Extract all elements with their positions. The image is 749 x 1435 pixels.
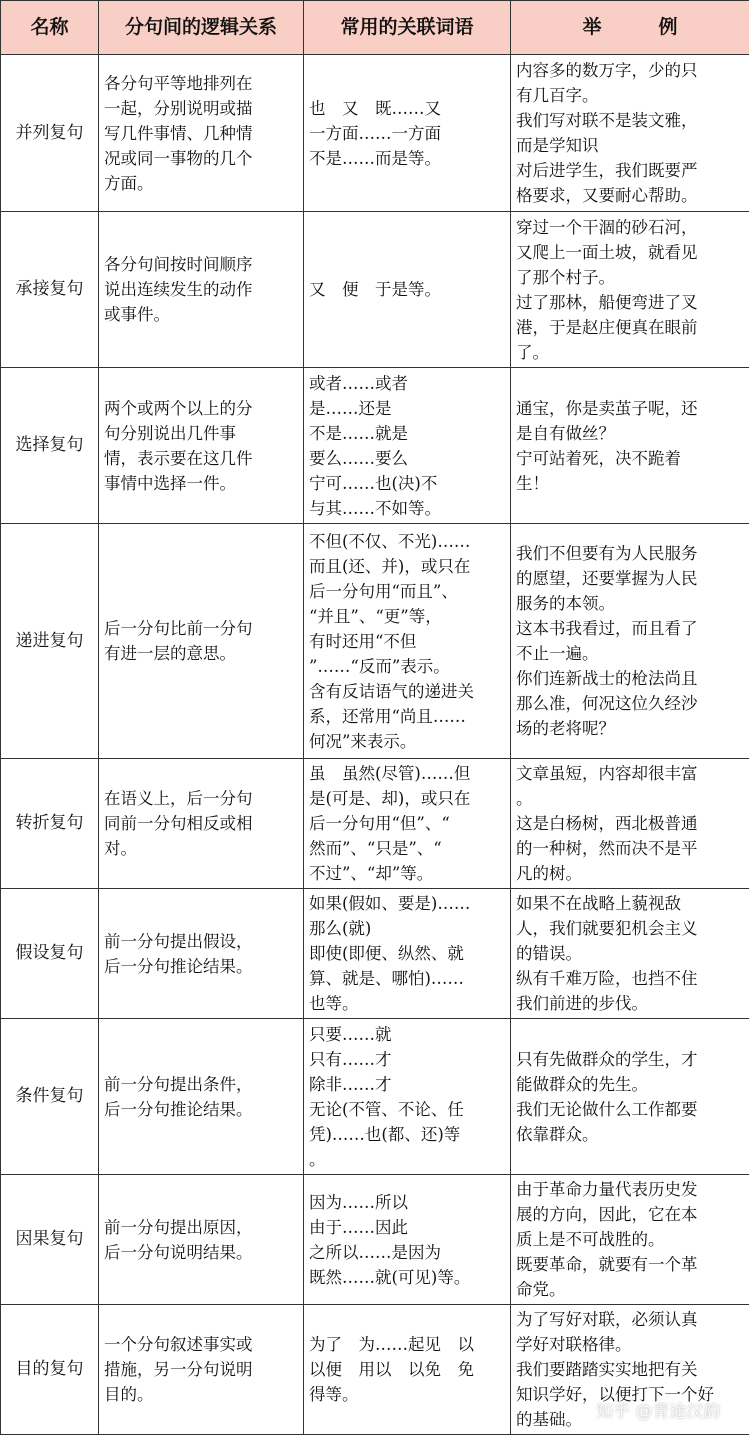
words-line: 后一分句用“而且”、 — [309, 579, 505, 604]
example-cell — [511, 759, 749, 889]
relation-line: 方面。 — [104, 171, 298, 196]
words-line: 那么(就) — [309, 916, 505, 941]
example-cell — [511, 1175, 749, 1305]
example-line: 学好对联格律。 — [516, 1332, 744, 1357]
words-line: 要么……要么 — [309, 446, 505, 471]
relation-line: 或事件。 — [104, 302, 298, 327]
words-line: 有时还用“不但 — [309, 629, 505, 654]
example-line: 的错误。 — [516, 941, 744, 966]
example-cell — [511, 212, 749, 368]
relation-line: 后一分句说明结果。 — [104, 1240, 298, 1265]
example-line: 服务的本领。 — [516, 591, 744, 616]
table-row — [1, 1019, 749, 1175]
row-name-cell: 因果复句 — [1, 1175, 99, 1305]
words-line: 又 便 于是等。 — [309, 277, 505, 302]
table-row — [1, 759, 749, 889]
words-line: ”……“反而”表示。 — [309, 654, 505, 679]
example-line: 是自有做丝？ — [516, 421, 744, 446]
relation-line: 说出连续发生的动作 — [104, 277, 298, 302]
example-cell — [511, 1019, 749, 1175]
row-name-cell: 假设复句 — [1, 889, 99, 1019]
words-line: 是(可是、却)，或只在 — [309, 786, 505, 811]
example-line: 的愿望，还要掌握为人民 — [516, 566, 744, 591]
example-line: 你们连新战士的枪法尚且 — [516, 666, 744, 691]
words-line: 是……还是 — [309, 396, 505, 421]
words-line: 凭)……也(都、还)等 — [309, 1122, 505, 1147]
relation-line: 有进一层的意思。 — [104, 641, 298, 666]
words-line: 无论(不管、不论、任 — [309, 1097, 505, 1122]
words-line: 然而”、“只是”、“ — [309, 836, 505, 861]
table-row — [1, 55, 749, 212]
relation-cell — [99, 1305, 304, 1435]
example-line: 这本书我看过，而且看了 — [516, 616, 744, 641]
words-cell — [304, 368, 511, 524]
example-line: 由于革命力量代表历史发 — [516, 1177, 744, 1202]
example-line: 命党。 — [516, 1277, 744, 1302]
relation-line: 后一分句推论结果。 — [104, 954, 298, 979]
example-line: 不止一遍。 — [516, 641, 744, 666]
relation-line: 事情中选择一件。 — [104, 471, 298, 496]
words-line: 。 — [309, 1147, 505, 1172]
example-line: 了那个村子。 — [516, 265, 744, 290]
example-line: 场的老将呢？ — [516, 716, 744, 741]
relation-cell — [99, 524, 304, 759]
relation-line: 后一分句推论结果。 — [104, 1097, 298, 1122]
words-line: 除非……才 — [309, 1072, 505, 1097]
words-line: 为了 为……起见 以 — [309, 1332, 505, 1357]
words-cell — [304, 212, 511, 368]
relation-cell — [99, 759, 304, 889]
table-row — [1, 889, 749, 1019]
example-line: 的基础。 — [516, 1407, 744, 1432]
example-line: 我们写对联不是装文雅， — [516, 108, 744, 133]
example-line: 依靠群众。 — [516, 1122, 744, 1147]
words-line: 系，还常用“尚且…… — [309, 704, 505, 729]
example-line: 凡的树。 — [516, 861, 744, 886]
relation-cell — [99, 1019, 304, 1175]
relation-line: 句分别说出几件事 — [104, 421, 298, 446]
header-example: 举 例 — [511, 1, 749, 55]
example-line: 我们要踏踏实实地把有关 — [516, 1357, 744, 1382]
words-line: 算、就是、哪怕)…… — [309, 966, 505, 991]
example-line: 对后进学生，我们既要严 — [516, 158, 744, 183]
relation-line: 目的。 — [104, 1382, 298, 1407]
example-cell — [511, 524, 749, 759]
words-line: 以便 用以 以免 免 — [309, 1357, 505, 1382]
example-cell — [511, 368, 749, 524]
header-words: 常用的关联词语 — [304, 1, 511, 55]
row-name-cell: 并列复句 — [1, 55, 99, 212]
words-line: “并且”、“更”等， — [309, 604, 505, 629]
example-line: 。 — [516, 786, 744, 811]
example-line: 如果不在战略上藐视敌 — [516, 891, 744, 916]
words-line: 一方面……一方面 — [309, 121, 505, 146]
example-cell — [511, 889, 749, 1019]
row-name-cell: 递进复句 — [1, 524, 99, 759]
words-line: 何况”来表示。 — [309, 729, 505, 754]
example-line: 为了写好对联，必须认真 — [516, 1307, 744, 1332]
relation-cell — [99, 368, 304, 524]
example-line: 文章虽短，内容却很丰富 — [516, 761, 744, 786]
relation-line: 一个分句叙述事实或 — [104, 1332, 298, 1357]
example-line: 生！ — [516, 471, 744, 496]
table-body — [1, 55, 749, 1435]
relation-line: 写几件事情、几种情 — [104, 121, 298, 146]
words-line: 与其……不如等。 — [309, 496, 505, 521]
words-line: 不是……就是 — [309, 421, 505, 446]
example-line: 港，于是赵庄便真在眼前 — [516, 315, 744, 340]
relation-line: 两个或两个以上的分 — [104, 396, 298, 421]
relation-line: 各分句间按时间顺序 — [104, 252, 298, 277]
example-line: 展的方向，因此，它在本 — [516, 1202, 744, 1227]
words-line: 含有反诘语气的递进关 — [309, 679, 505, 704]
words-cell — [304, 1175, 511, 1305]
example-line: 了。 — [516, 340, 744, 365]
example-cell — [511, 55, 749, 212]
words-line: 也等。 — [309, 991, 505, 1016]
words-line: 虽 虽然(尽管)……但 — [309, 761, 505, 786]
words-line: 不是……而是等。 — [309, 146, 505, 171]
example-line: 过了那林，船便弯进了叉 — [516, 290, 744, 315]
words-cell — [304, 524, 511, 759]
relation-line: 前一分句提出原因， — [104, 1215, 298, 1240]
header-name: 名称 — [1, 1, 99, 55]
table-row — [1, 524, 749, 759]
example-line: 通宝，你是卖茧子呢，还 — [516, 396, 744, 421]
example-line: 既要革命，就要有一个革 — [516, 1252, 744, 1277]
example-line: 有几百字。 — [516, 83, 744, 108]
words-line: 不但(不仅、不光)…… — [309, 529, 505, 554]
words-line: 因为……所以 — [309, 1190, 505, 1215]
words-line: 也 又 既……又 — [309, 96, 505, 121]
relation-line: 同前一分句相反或相 — [104, 811, 298, 836]
words-cell — [304, 889, 511, 1019]
relation-line: 况或同一事物的几个 — [104, 146, 298, 171]
words-line: 只有……才 — [309, 1047, 505, 1072]
example-line: 能做群众的先生。 — [516, 1072, 744, 1097]
example-line: 的一种树，然而决不是平 — [516, 836, 744, 861]
relation-line: 在语义上，后一分句 — [104, 786, 298, 811]
row-name-cell: 转折复句 — [1, 759, 99, 889]
words-line: 如果(假如、要是)…… — [309, 891, 505, 916]
relation-line: 情，表示要在这几件 — [104, 446, 298, 471]
words-line: 即使(即便、纵然、就 — [309, 941, 505, 966]
example-line: 又爬上一面土坡，就看见 — [516, 240, 744, 265]
relation-cell — [99, 1175, 304, 1305]
example-line: 穿过一个干涸的砂石河， — [516, 215, 744, 240]
table-row — [1, 1175, 749, 1305]
table-row — [1, 368, 749, 524]
example-line: 格要求，又要耐心帮助。 — [516, 183, 744, 208]
example-line: 这是白杨树，西北极普通 — [516, 811, 744, 836]
relation-line: 各分句平等地排列在 — [104, 71, 298, 96]
example-line: 纵有千难万险，也挡不住 — [516, 966, 744, 991]
words-line: 由于……因此 — [309, 1215, 505, 1240]
words-line: 宁可……也(决)不 — [309, 471, 505, 496]
relation-cell — [99, 889, 304, 1019]
relation-line: 前一分句提出条件， — [104, 1072, 298, 1097]
example-line: 那么准，何况这位久经沙 — [516, 691, 744, 716]
example-line: 人，我们就要犯机会主义 — [516, 916, 744, 941]
words-line: 只要……就 — [309, 1022, 505, 1047]
example-line: 宁可站着死，决不跪着 — [516, 446, 744, 471]
relation-line: 措施，另一分句说明 — [104, 1357, 298, 1382]
row-name-cell: 承接复句 — [1, 212, 99, 368]
header-relation: 分句间的逻辑关系 — [99, 1, 304, 55]
words-cell — [304, 759, 511, 889]
words-line: 既然……就(可见)等。 — [309, 1265, 505, 1290]
words-cell — [304, 55, 511, 212]
watermark: 知乎 @青途汉韵 — [596, 1397, 720, 1422]
row-name-cell: 条件复句 — [1, 1019, 99, 1175]
row-name-cell: 目的复句 — [1, 1305, 99, 1435]
example-line: 而是学知识 — [516, 133, 744, 158]
words-line: 不过”、“却”等。 — [309, 861, 505, 886]
words-line: 之所以……是因为 — [309, 1240, 505, 1265]
table-header-row — [1, 1, 749, 55]
words-line: 或者……或者 — [309, 371, 505, 396]
example-line: 内容多的数万字，少的只 — [516, 58, 744, 83]
example-line: 质上是不可战胜的。 — [516, 1227, 744, 1252]
words-line: 得等。 — [309, 1382, 505, 1407]
example-line: 我们无论做什么工作都要 — [516, 1097, 744, 1122]
words-line: 而且(还、并)，或只在 — [309, 554, 505, 579]
words-line: 后一分句用“但”、“ — [309, 811, 505, 836]
words-cell — [304, 1019, 511, 1175]
relation-line: 对。 — [104, 836, 298, 861]
table-row — [1, 212, 749, 368]
example-line: 知识学好，以便打下一个好 — [516, 1382, 744, 1407]
example-line: 我们不但要有为人民服务 — [516, 541, 744, 566]
relation-line: 一起，分别说明或描 — [104, 96, 298, 121]
words-cell — [304, 1305, 511, 1435]
relation-cell — [99, 55, 304, 212]
row-name-cell: 选择复句 — [1, 368, 99, 524]
example-line: 只有先做群众的学生，才 — [516, 1047, 744, 1072]
example-line: 我们前进的步伐。 — [516, 991, 744, 1016]
relation-line: 前一分句提出假设， — [104, 929, 298, 954]
relation-line: 后一分句比前一分句 — [104, 616, 298, 641]
relation-cell — [99, 212, 304, 368]
